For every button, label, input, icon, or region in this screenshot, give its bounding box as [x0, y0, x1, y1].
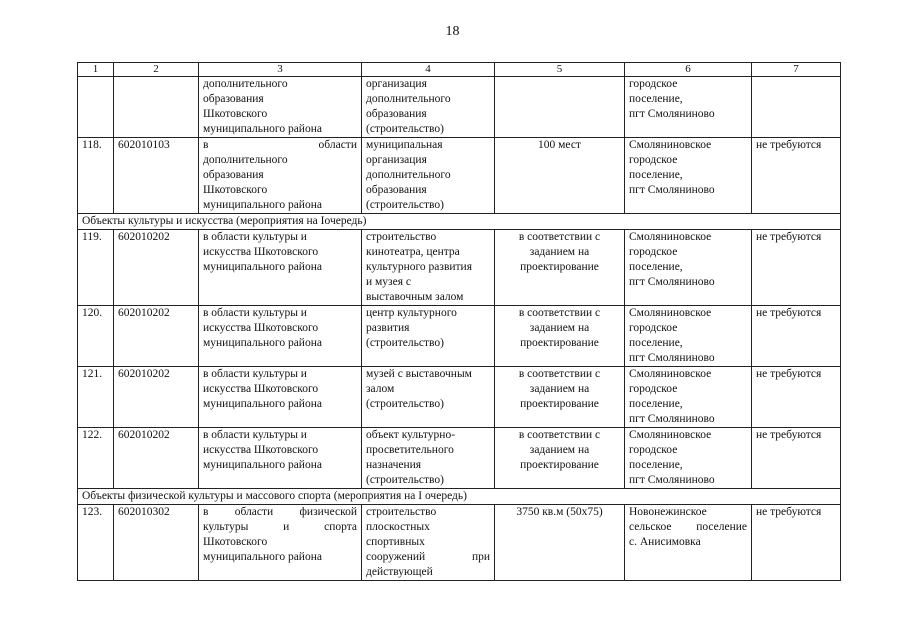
text-line: спортивных — [366, 536, 425, 548]
row-number-cell: 123. — [78, 505, 114, 581]
text-line: городское — [629, 444, 678, 456]
text-line: заданием на — [529, 444, 590, 456]
column-number: 7 — [752, 63, 841, 77]
area-cell — [199, 138, 362, 214]
object-cell — [362, 367, 495, 428]
area-cell — [199, 306, 362, 367]
capacity-cell — [495, 230, 625, 306]
zones-cell — [752, 230, 841, 306]
table-row-continuation — [78, 77, 841, 138]
text-line: 100 мест — [538, 139, 581, 151]
justified-line — [366, 550, 490, 565]
text-line: (строительство) — [366, 123, 444, 135]
row-number-cell: 120. — [78, 306, 114, 367]
text-line: поселение, — [629, 169, 683, 181]
text-line: в области культуры и — [203, 429, 307, 441]
text-line: дополнительного — [203, 78, 288, 90]
location-cell — [625, 367, 752, 428]
text-line: организация — [366, 78, 427, 90]
text-line: выставочным залом — [366, 291, 464, 303]
row-number-cell: 119. — [78, 230, 114, 306]
object-cell — [362, 505, 495, 581]
text-line: искусства Шкотовского — [203, 246, 319, 258]
objects-table — [77, 62, 841, 581]
column-number-row — [78, 63, 841, 77]
word: области — [318, 139, 357, 151]
column-number: 5 — [495, 63, 625, 77]
text-line: не требуются — [756, 231, 822, 243]
text-line: Смоляниновское — [629, 231, 712, 243]
capacity-cell — [495, 505, 625, 581]
text-line: в соответствии с — [518, 429, 601, 441]
word: спорта — [324, 521, 357, 533]
text-line: Шкотовского — [203, 536, 268, 548]
text-line: пгт Смоляниново — [629, 276, 715, 288]
table-row-121 — [78, 367, 841, 428]
text-line: Смоляниновское — [629, 139, 712, 151]
text-line: поселение, — [629, 337, 683, 349]
text-line: городское — [629, 383, 678, 395]
object-cell — [362, 230, 495, 306]
location-cell — [625, 428, 752, 489]
justified-line — [203, 138, 357, 153]
text-line: не требуются — [756, 506, 822, 518]
zones-cell — [752, 138, 841, 214]
object-cell — [362, 306, 495, 367]
text-line: поселение, — [629, 398, 683, 410]
text-line: проектирование — [520, 337, 599, 349]
text-line: с. Анисимовка — [629, 536, 701, 548]
location-cell — [625, 505, 752, 581]
text-line: искусства Шкотовского — [203, 322, 319, 334]
text-line: в области культуры и — [203, 307, 307, 319]
text-line: искусства Шкотовского — [203, 444, 319, 456]
text-line: действующей — [366, 566, 433, 578]
text-line: муниципального района — [203, 551, 322, 563]
code-cell: 602010202 — [114, 306, 199, 367]
text-line: не требуются — [756, 368, 822, 380]
table-row-122 — [78, 428, 841, 489]
text-line: муниципального района — [203, 199, 322, 211]
word: области — [234, 506, 274, 518]
text-line: Шкотовского — [203, 108, 268, 120]
location-cell — [625, 77, 752, 138]
text-line: городское — [629, 154, 678, 166]
text-line: пгт Смоляниново — [629, 352, 715, 364]
location-cell — [625, 306, 752, 367]
text-line: проектирование — [520, 261, 599, 273]
text-line: и музея с — [366, 276, 411, 288]
page-number: 18 — [445, 24, 460, 39]
text-line: (строительство) — [366, 337, 444, 349]
area-cell — [199, 367, 362, 428]
text-line: центр культурного — [366, 307, 457, 319]
text-line: заданием на — [529, 246, 590, 258]
text-line: кинотеатра, центра — [366, 246, 460, 258]
justified-line — [203, 520, 357, 535]
section-heading-culture: Объекты культуры и искусства (мероприятия на Iочередь) — [78, 214, 841, 230]
code-cell: 602010103 — [114, 138, 199, 214]
capacity-cell — [495, 77, 625, 138]
area-cell — [199, 428, 362, 489]
text-line: Смоляниновское — [629, 429, 712, 441]
text-line: в области культуры и — [203, 368, 307, 380]
text-line: не требуются — [756, 307, 822, 319]
text-line: не требуются — [756, 139, 822, 151]
text-line: 3750 кв.м (50х75) — [516, 506, 603, 518]
text-line: пгт Смоляниново — [629, 108, 715, 120]
code-cell — [114, 77, 199, 138]
capacity-cell — [495, 367, 625, 428]
text-line: муниципального района — [203, 261, 322, 273]
justified-line — [203, 505, 357, 520]
text-line: музей с выставочным — [366, 368, 472, 380]
text-line: развития — [366, 322, 410, 334]
text-line: пгт Смоляниново — [629, 474, 715, 486]
location-cell — [625, 230, 752, 306]
object-cell — [362, 138, 495, 214]
text-line: в области культуры и — [203, 231, 307, 243]
text-line: Смоляниновское — [629, 307, 712, 319]
text-line: Шкотовского — [203, 184, 268, 196]
object-cell — [362, 428, 495, 489]
text-line: заданием на — [529, 383, 590, 395]
text-line: дополнительного — [366, 169, 451, 181]
text-line: муниципального района — [203, 459, 322, 471]
text-line: муниципального района — [203, 337, 322, 349]
text-line: поселение, — [629, 459, 683, 471]
word: в — [203, 506, 209, 518]
text-line: образования — [366, 184, 427, 196]
text-line: муниципального района — [203, 123, 322, 135]
row-number-cell: 121. — [78, 367, 114, 428]
capacity-cell — [495, 306, 625, 367]
column-number: 1 — [78, 63, 114, 77]
text-line: образования — [203, 93, 264, 105]
text-line: искусства Шкотовского — [203, 383, 319, 395]
text-line: городское — [629, 78, 678, 90]
zones-cell — [752, 306, 841, 367]
text-line: (строительство) — [366, 398, 444, 410]
section-row — [78, 214, 841, 230]
text-line: строительство — [366, 231, 437, 243]
word: при — [471, 551, 490, 563]
column-number: 3 — [199, 63, 362, 77]
column-number: 4 — [362, 63, 495, 77]
text-line: (строительство) — [366, 199, 444, 211]
zones-cell — [752, 367, 841, 428]
area-cell — [199, 77, 362, 138]
code-cell: 602010302 — [114, 505, 199, 581]
text-line: муниципального района — [203, 398, 322, 410]
area-cell — [199, 505, 362, 581]
column-number: 6 — [625, 63, 752, 77]
text-line: в соответствии с — [518, 368, 601, 380]
table-row-119 — [78, 230, 841, 306]
text-line: плоскостных — [366, 521, 430, 533]
zones-cell — [752, 428, 841, 489]
row-number-cell — [78, 77, 114, 138]
text-line: Смоляниновское — [629, 368, 712, 380]
code-cell: 602010202 — [114, 230, 199, 306]
text-line: назначения — [366, 459, 422, 471]
table-row-120 — [78, 306, 841, 367]
text-line: просветительного — [366, 444, 454, 456]
text-line: заданием на — [529, 322, 590, 334]
section-row — [78, 489, 841, 505]
text-line: городское — [629, 322, 678, 334]
text-line: в соответствии с — [518, 307, 601, 319]
text-line: городское — [629, 246, 678, 258]
section-heading-sport: Объекты физической культуры и массового спорта (мероприятия на I очередь) — [78, 489, 841, 505]
code-cell: 602010202 — [114, 367, 199, 428]
area-cell — [199, 230, 362, 306]
table-row-123 — [78, 505, 841, 581]
text-line: не требуются — [756, 429, 822, 441]
code-cell: 602010202 — [114, 428, 199, 489]
text-line: (строительство) — [366, 474, 444, 486]
column-number: 2 — [114, 63, 199, 77]
text-line: культурного развития — [366, 261, 472, 273]
word: физической — [299, 506, 357, 518]
text-line: объект культурно- — [366, 429, 456, 441]
text-line: проектирование — [520, 398, 599, 410]
word: в — [203, 139, 209, 151]
word: сооружений — [366, 551, 426, 563]
capacity-cell — [495, 138, 625, 214]
word: культуры — [203, 521, 249, 533]
text-line: строительство — [366, 506, 437, 518]
word: поселение — [696, 521, 747, 533]
text-line: проектирование — [520, 459, 599, 471]
text-line: дополнительного — [366, 93, 451, 105]
zones-cell — [752, 505, 841, 581]
text-line: поселение, — [629, 261, 683, 273]
text-line: муниципальная — [366, 139, 443, 151]
text-line: в соответствии с — [518, 231, 601, 243]
text-line: организация — [366, 154, 427, 166]
text-line: залом — [366, 383, 395, 395]
location-cell — [625, 138, 752, 214]
word: и — [283, 521, 290, 533]
text-line: образования — [366, 108, 427, 120]
word: сельское — [629, 521, 672, 533]
text-line: образования — [203, 169, 264, 181]
object-cell — [362, 77, 495, 138]
justified-line — [629, 520, 747, 535]
text-line: пгт Смоляниново — [629, 184, 715, 196]
zones-cell — [752, 77, 841, 138]
text-line: пгт Смоляниново — [629, 413, 715, 425]
text-line: Новонежинское — [629, 506, 707, 518]
table-row-118 — [78, 138, 841, 214]
row-number-cell: 118. — [78, 138, 114, 214]
text-line: поселение, — [629, 93, 683, 105]
row-number-cell: 122. — [78, 428, 114, 489]
text-line: дополнительного — [203, 154, 288, 166]
capacity-cell — [495, 428, 625, 489]
